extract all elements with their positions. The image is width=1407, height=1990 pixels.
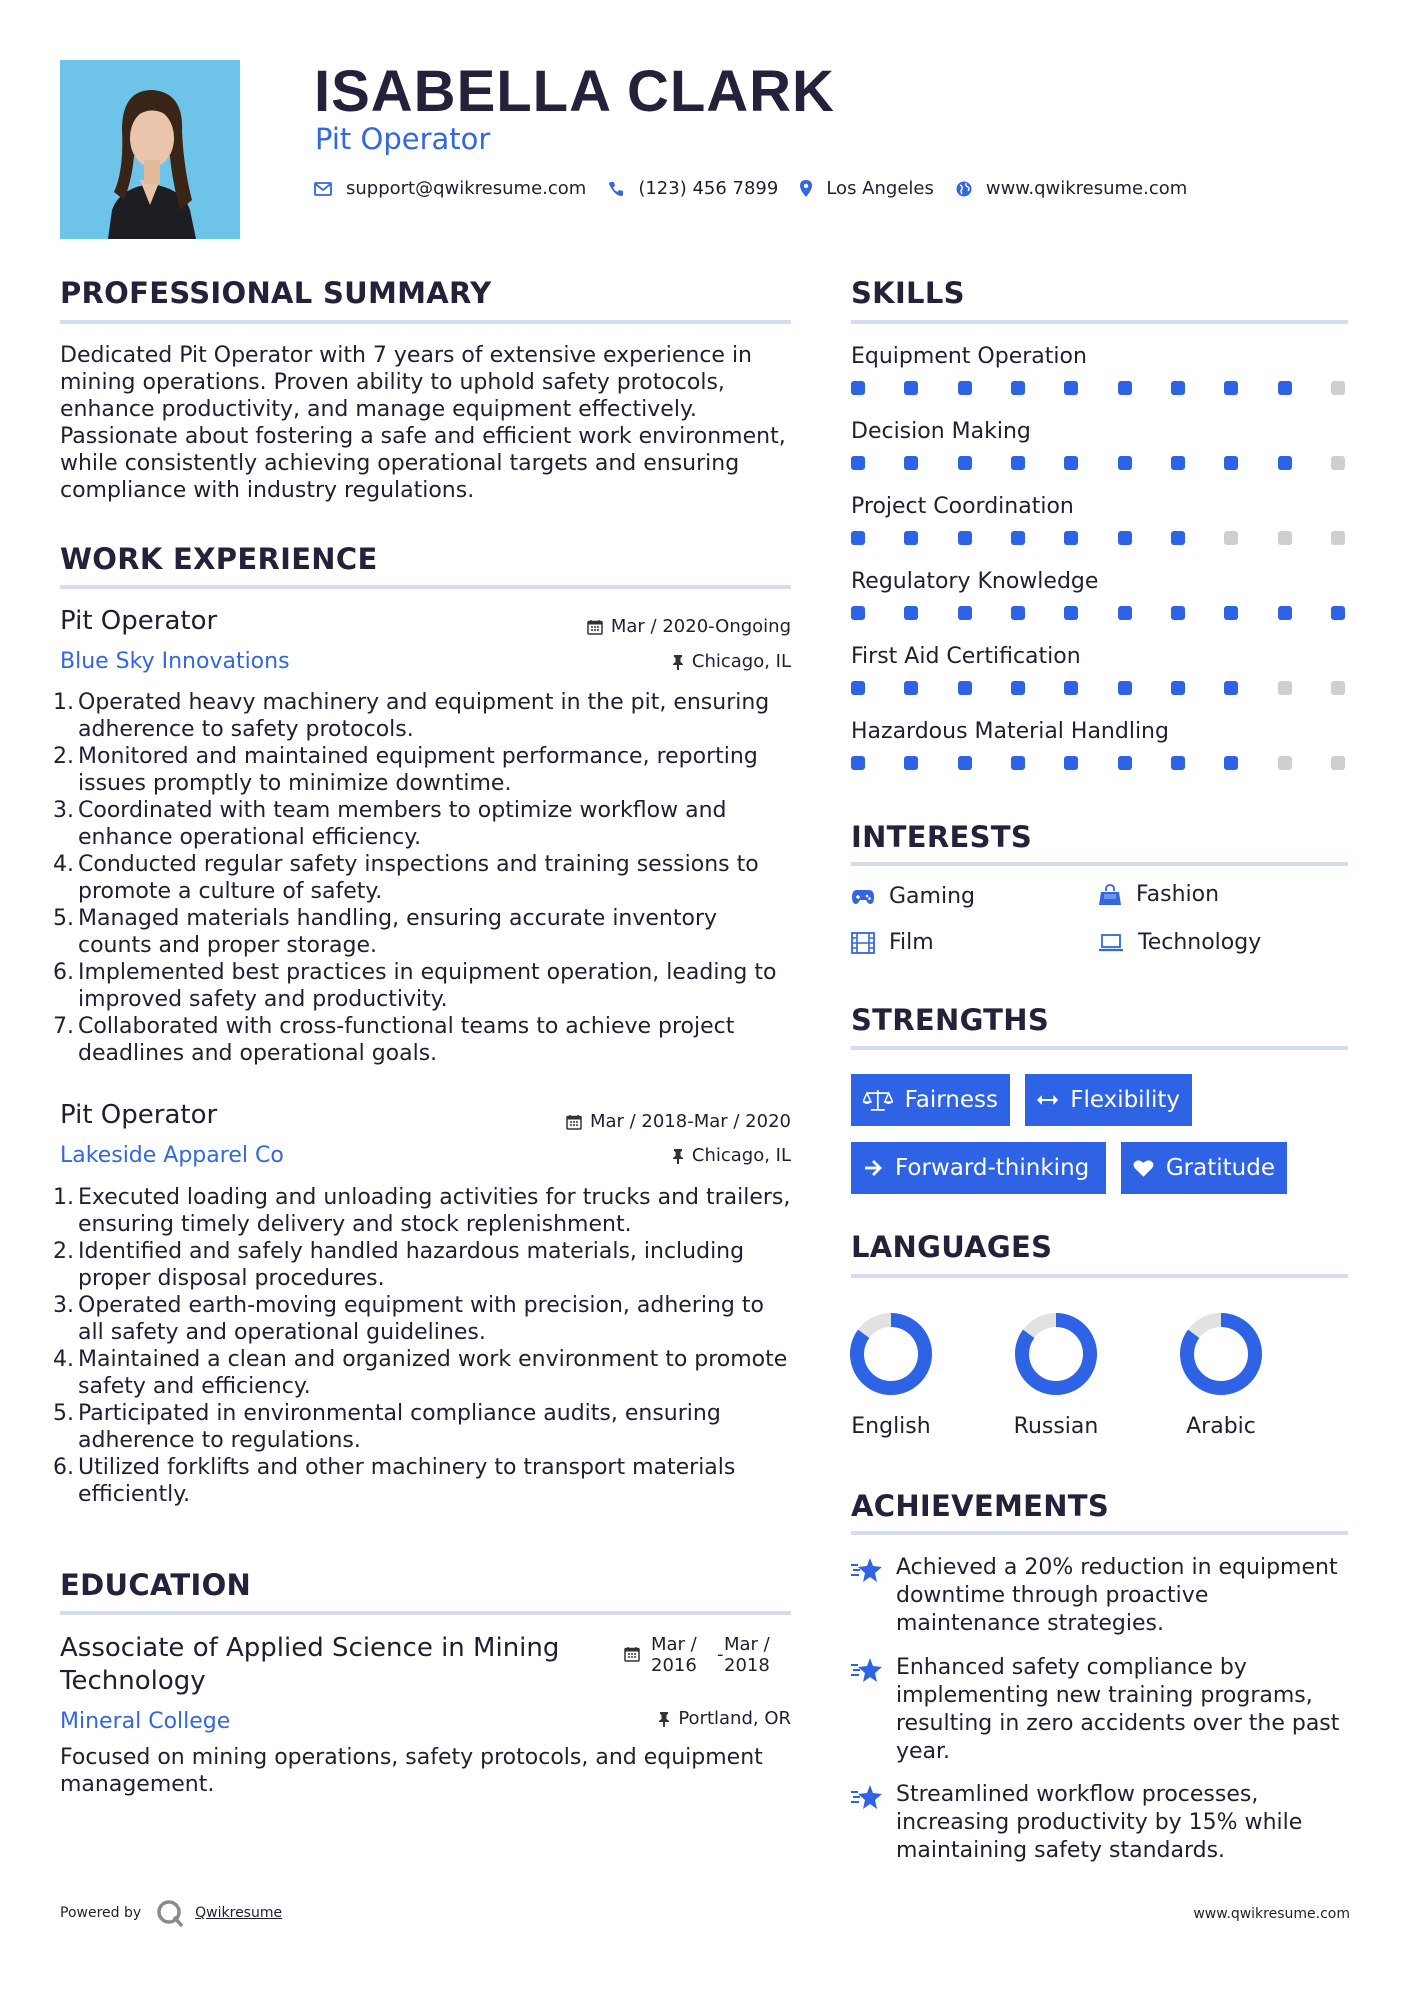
pushpin-icon	[672, 654, 684, 670]
interest-gaming	[851, 884, 975, 909]
rating-dot-empty	[1331, 531, 1345, 545]
rating-dot-filled	[1224, 606, 1238, 620]
job-2-dates	[566, 1111, 791, 1132]
job-2-location	[672, 1145, 791, 1166]
website-text: www.qwikresume.com	[985, 178, 1188, 199]
rating-dot-filled	[1064, 531, 1078, 545]
job-1-dates-text: Mar / 2020-Ongoing	[610, 616, 791, 637]
candidate-name: ISABELLA CLARK	[314, 59, 835, 124]
rating-dot-filled	[1171, 456, 1185, 470]
contact-website[interactable]	[956, 178, 1187, 199]
strength-forward-thinking-label: Forward-thinking	[895, 1155, 1090, 1181]
skills-heading: SKILLS	[851, 276, 965, 310]
rating-dot-empty	[1331, 381, 1345, 395]
rating-dot-filled	[1118, 456, 1132, 470]
education-degree-line-1: Associate of Applied Science in Mining	[60, 1633, 560, 1663]
languages-divider	[851, 1274, 1348, 1278]
location-text: Los Angeles	[826, 178, 934, 199]
achievement-2	[850, 1654, 1350, 1766]
skill-rating	[851, 681, 1345, 695]
phone-icon	[608, 181, 624, 197]
rating-dot-empty	[1278, 681, 1292, 695]
rating-dot-filled	[1331, 606, 1345, 620]
strengths-divider	[851, 1046, 1348, 1050]
interest-film-label: Film	[889, 930, 934, 955]
skill-rating	[851, 456, 1345, 470]
job-1-duty-1: Operated heavy machinery and equipment in the pit, ensuring adherence to safety protocols.	[78, 690, 770, 742]
strength-gratitude	[1121, 1142, 1287, 1194]
rating-dot-filled	[904, 681, 918, 695]
rating-dot-filled	[958, 456, 972, 470]
rating-dot-filled	[851, 381, 865, 395]
strength-fairness	[851, 1074, 1010, 1126]
job-2-duty-5: Participated in environmental compliance audits, ensuring adherence to regulations.	[78, 1401, 721, 1453]
qwikresume-logo-icon	[155, 1898, 185, 1928]
education-calendar	[624, 1646, 640, 1666]
job-1-duty-5: Managed materials handling, ensuring accurate inventory counts and proper storage.	[78, 906, 718, 958]
rating-dot-filled	[1278, 606, 1292, 620]
interest-gaming-label: Gaming	[889, 884, 975, 909]
achievement-2-text: Enhanced safety compliance by implementing new training programs, resulting in zero accidents over the past year.	[896, 1655, 1340, 1764]
rating-dot-filled	[1118, 606, 1132, 620]
rating-dot-filled	[1118, 531, 1132, 545]
rating-dot-filled	[1064, 681, 1078, 695]
star-icon	[850, 1783, 884, 1811]
rating-dot-filled	[1011, 456, 1025, 470]
job-2-duty-6: Utilized forklifts and other machinery to transport materials efficiently.	[78, 1455, 736, 1507]
job-2-dates-text: Mar / 2018-Mar / 2020	[589, 1111, 791, 1132]
achievement-1	[850, 1554, 1350, 1638]
interest-technology-label: Technology	[1138, 930, 1262, 955]
rating-dot-filled	[1278, 456, 1292, 470]
strength-forward-thinking	[851, 1142, 1106, 1194]
language-item	[996, 1310, 1116, 1439]
strength-flexibility-label: Flexibility	[1070, 1087, 1180, 1113]
interests-divider	[851, 862, 1348, 866]
job-1-duty-7: Collaborated with cross-functional teams to achieve project deadlines and operational goals.	[78, 1014, 735, 1066]
calendar-icon	[624, 1646, 640, 1662]
job-1-company[interactable]: Blue Sky Innovations	[60, 649, 290, 674]
rating-dot-empty	[1331, 456, 1345, 470]
rating-dot-filled	[1224, 681, 1238, 695]
job-2-duties	[60, 1184, 795, 1508]
job-1-dates	[587, 616, 791, 637]
phone-text: (123) 456 7899	[638, 178, 779, 199]
rating-dot-filled	[1064, 606, 1078, 620]
strength-flexibility	[1025, 1074, 1192, 1126]
rating-dot-filled	[958, 681, 972, 695]
map-pin-icon	[800, 180, 812, 197]
rating-dot-filled	[1064, 381, 1078, 395]
language-name: English	[851, 1414, 931, 1439]
star-icon	[850, 1656, 884, 1684]
contact-bar	[314, 178, 1209, 199]
rating-dot-filled	[1224, 756, 1238, 770]
rating-dot-filled	[1011, 756, 1025, 770]
job-2-duty-4: Maintained a clean and organized work environment to promote safety and efficiency.	[78, 1347, 788, 1399]
job-2-duty-3: Operated earth-moving equipment with precision, adhering to all safety and operational guidelines.	[78, 1293, 764, 1345]
candidate-title: Pit Operator	[315, 122, 491, 156]
job-1-role: Pit Operator	[60, 606, 218, 636]
rating-dot-filled	[1118, 381, 1132, 395]
job-2-location-text: Chicago, IL	[691, 1145, 791, 1166]
rating-dot-empty	[1278, 756, 1292, 770]
rating-dot-filled	[1224, 381, 1238, 395]
job-1-duty-4: Conducted regular safety inspections and training sessions to promote a culture of safety.	[78, 852, 759, 904]
skill-rating	[851, 756, 1345, 770]
job-1-location-text: Chicago, IL	[691, 651, 791, 672]
rating-dot-filled	[1011, 531, 1025, 545]
job-2-duty-2: Identified and safely handled hazardous materials, including proper disposal procedures.	[78, 1239, 745, 1291]
language-item	[831, 1310, 951, 1439]
summary-heading: PROFESSIONAL SUMMARY	[60, 276, 492, 310]
interest-fashion	[1098, 882, 1219, 907]
education-location-text: Portland, OR	[678, 1708, 791, 1729]
experience-divider	[60, 585, 791, 589]
arrow-right-icon	[863, 1158, 883, 1178]
interests-heading: INTERESTS	[851, 820, 1033, 854]
contact-location	[800, 178, 934, 199]
rating-dot-filled	[904, 531, 918, 545]
rating-dot-filled	[904, 606, 918, 620]
rating-dot-filled	[1064, 756, 1078, 770]
skill-rating	[851, 606, 1345, 620]
rating-dot-filled	[851, 531, 865, 545]
education-location	[658, 1708, 791, 1729]
rating-dot-empty	[1278, 531, 1292, 545]
rating-dot-filled	[1171, 381, 1185, 395]
contact-email[interactable]	[314, 178, 586, 199]
rating-dot-filled	[1011, 381, 1025, 395]
rating-dot-filled	[1118, 681, 1132, 695]
achievements-divider	[851, 1531, 1348, 1535]
language-proficiency-ring	[1177, 1310, 1265, 1398]
language-proficiency-ring	[847, 1310, 935, 1398]
skill-name: Regulatory Knowledge	[851, 569, 1099, 594]
rating-dot-filled	[851, 606, 865, 620]
rating-dot-filled	[851, 681, 865, 695]
language-name: Arabic	[1186, 1414, 1256, 1439]
interest-film	[851, 930, 934, 955]
film-icon	[851, 932, 875, 954]
skills-divider	[851, 320, 1348, 324]
footer-website[interactable]: www.qwikresume.com	[1193, 1906, 1350, 1922]
rating-dot-filled	[958, 606, 972, 620]
powered-by-text: Powered by	[60, 1905, 142, 1921]
summary-divider	[60, 320, 791, 324]
achievement-1-text: Achieved a 20% reduction in equipment downtime through proactive maintenance strategies.	[896, 1555, 1338, 1636]
education-degree-line-2: Technology	[60, 1666, 206, 1696]
rating-dot-filled	[958, 756, 972, 770]
rating-dot-filled	[1118, 756, 1132, 770]
rating-dot-filled	[851, 456, 865, 470]
rating-dot-filled	[904, 381, 918, 395]
education-start-date	[651, 1634, 697, 1676]
contact-phone[interactable]	[608, 178, 778, 199]
education-end-year: 2018	[724, 1655, 770, 1676]
education-end-date	[724, 1634, 770, 1676]
laptop-icon	[1098, 933, 1124, 953]
skill-rating	[851, 381, 1345, 395]
job-1-duty-2: Monitored and maintained equipment performance, reporting issues promptly to minimize downtime.	[78, 744, 758, 796]
rating-dot-filled	[904, 456, 918, 470]
globe-icon	[956, 181, 972, 197]
achievement-3	[850, 1781, 1350, 1865]
job-1-location	[672, 651, 791, 672]
rating-dot-filled	[958, 381, 972, 395]
experience-heading: WORK EXPERIENCE	[60, 542, 378, 576]
skill-name: First Aid Certification	[851, 644, 1081, 669]
profile-photo	[60, 60, 240, 239]
calendar-icon	[566, 1114, 582, 1130]
education-divider	[60, 1611, 791, 1615]
education-date-dash: -	[717, 1644, 724, 1665]
balance-scale-icon	[863, 1088, 893, 1112]
skill-name: Decision Making	[851, 419, 1031, 444]
summary-text: Dedicated Pit Operator with 7 years of extensive experience in mining operations. Proven ability to uphold safety protocols, enhance productivity, and manage equipment effectively. Passionate about fostering a safe and efficient work environment, while consistently achieving operational targets and ensuring compliance with industry regulations.	[60, 343, 786, 503]
rating-dot-filled	[1171, 531, 1185, 545]
education-start-year: 2016	[651, 1655, 697, 1676]
education-school[interactable]: Mineral College	[60, 1709, 231, 1734]
interest-fashion-label: Fashion	[1136, 882, 1220, 907]
skill-name: Hazardous Material Handling	[851, 719, 1169, 744]
job-1-duty-3: Coordinated with team members to optimize workflow and enhance operational efficiency.	[78, 798, 727, 850]
rating-dot-filled	[1064, 456, 1078, 470]
heart-icon	[1133, 1158, 1154, 1179]
qwikresume-link[interactable]: Qwikresume	[195, 1905, 283, 1921]
envelope-icon	[314, 182, 332, 196]
rating-dot-empty	[1224, 531, 1238, 545]
rating-dot-filled	[1011, 606, 1025, 620]
rating-dot-filled	[958, 531, 972, 545]
rating-dot-filled	[1011, 681, 1025, 695]
education-degree	[60, 1632, 559, 1698]
education-description: Focused on mining operations, safety protocols, and equipment management.	[60, 1745, 763, 1797]
job-2-company[interactable]: Lakeside Apparel Co	[60, 1143, 284, 1168]
language-proficiency-ring	[1012, 1310, 1100, 1398]
job-2-role: Pit Operator	[60, 1100, 218, 1130]
skill-rating	[851, 531, 1345, 545]
education-start-month: Mar /	[651, 1634, 697, 1655]
arrows-horizontal-icon	[1037, 1093, 1058, 1107]
languages-heading: LANGUAGES	[851, 1230, 1053, 1264]
language-item	[1161, 1310, 1281, 1439]
language-name: Russian	[1013, 1414, 1099, 1439]
rating-dot-filled	[1171, 681, 1185, 695]
footer-powered-by	[60, 1898, 282, 1928]
achievements-heading: ACHIEVEMENTS	[851, 1489, 1110, 1523]
rating-dot-filled	[851, 756, 865, 770]
job-1-duties	[60, 689, 795, 1067]
strength-gratitude-label: Gratitude	[1165, 1155, 1275, 1181]
interest-technology	[1098, 930, 1261, 955]
education-end-month: Mar /	[724, 1634, 770, 1655]
pushpin-icon	[658, 1711, 670, 1727]
education-heading: EDUCATION	[60, 1568, 252, 1602]
strengths-heading: STRENGTHS	[851, 1003, 1050, 1037]
job-1-duty-6: Implemented best practices in equipment operation, leading to improved safety and productivity.	[78, 960, 777, 1012]
strength-fairness-label: Fairness	[904, 1087, 998, 1113]
email-text: support@qwikresume.com	[346, 178, 587, 199]
skill-name: Project Coordination	[851, 494, 1074, 519]
rating-dot-filled	[1224, 456, 1238, 470]
star-icon	[850, 1556, 884, 1584]
achievement-3-text: Streamlined workflow processes, increasing productivity by 15% while maintaining safety standards.	[896, 1782, 1303, 1863]
rating-dot-empty	[1331, 681, 1345, 695]
calendar-icon	[587, 619, 603, 635]
shopping-bag-icon	[1098, 884, 1122, 906]
rating-dot-filled	[1278, 381, 1292, 395]
rating-dot-filled	[1171, 606, 1185, 620]
job-2-duty-1: Executed loading and unloading activities for trucks and trailers, ensuring timely delivery and stock replenishment.	[78, 1185, 791, 1237]
skill-name: Equipment Operation	[851, 344, 1087, 369]
rating-dot-filled	[904, 756, 918, 770]
rating-dot-filled	[1171, 756, 1185, 770]
rating-dot-empty	[1331, 756, 1345, 770]
pushpin-icon	[672, 1148, 684, 1164]
gamepad-icon	[851, 889, 875, 905]
